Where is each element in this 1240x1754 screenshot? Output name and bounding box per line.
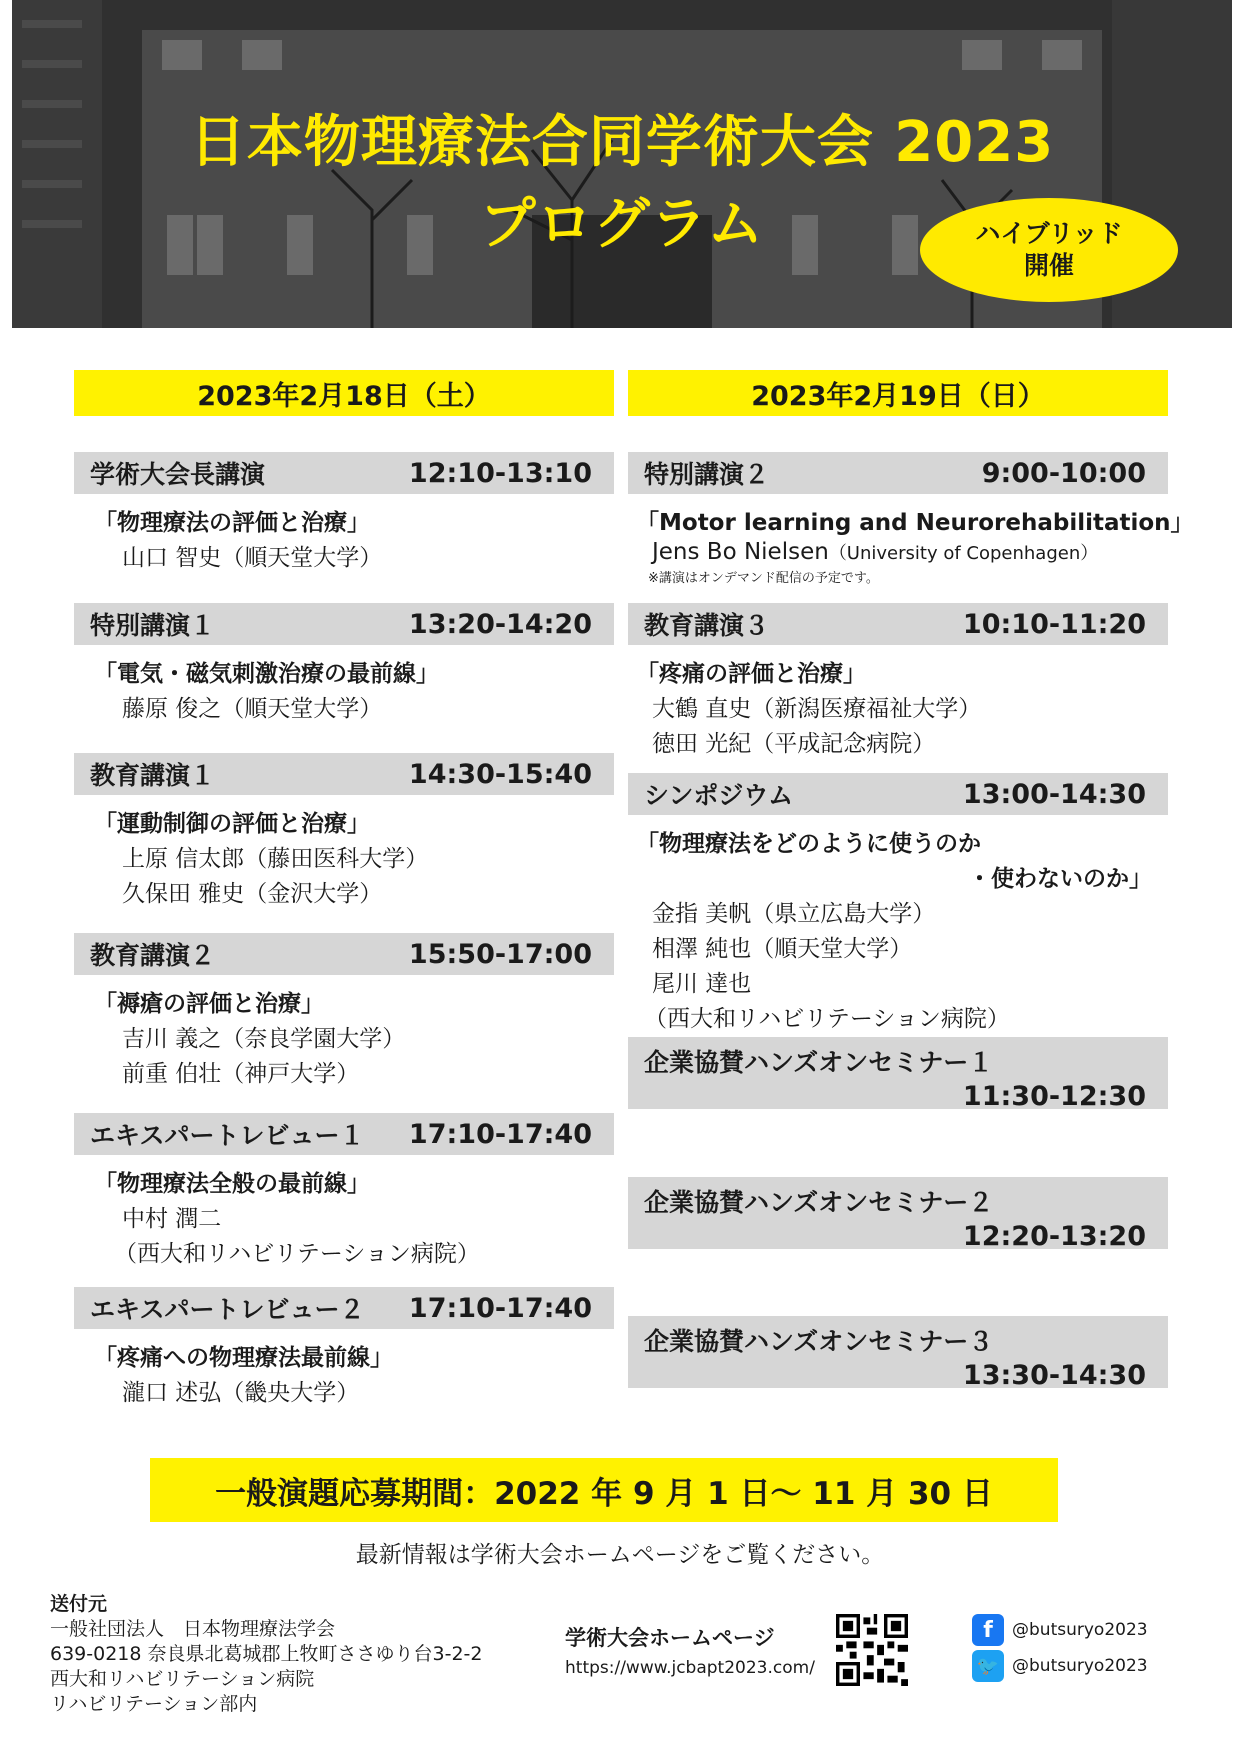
- session-name: 企業協賛ハンズオンセミナー３: [644, 1327, 994, 1356]
- twitter-handle: @butsuryo2023: [1012, 1656, 1148, 1676]
- session-time: 12:10-13:10: [408, 457, 592, 489]
- session-bar: [628, 773, 1168, 815]
- session-topic: 「疼痛への物理療法最前線」: [94, 1345, 393, 1371]
- event-title: 日本物理療法合同学術大会 2023: [189, 110, 1055, 175]
- session-education-2: [74, 933, 614, 1088]
- session-special-2: [628, 452, 1194, 586]
- session-bar: [628, 1177, 1168, 1252]
- speaker: 上原 信太郎（藤田医科大学）: [122, 846, 429, 872]
- sender-line: 西大和リハビリテーション病院: [50, 1668, 315, 1690]
- session-time: 17:10-17:40: [408, 1292, 592, 1324]
- session-topic-continued: ・使わないのか」: [968, 866, 1152, 892]
- session-topic: 「褥瘡の評価と治療」: [94, 991, 324, 1017]
- session-bar: [74, 452, 614, 494]
- session-bar: [628, 452, 1168, 494]
- speaker: 久保田 雅史（金沢大学）: [122, 881, 383, 907]
- badge-line2: 開催: [1023, 251, 1074, 280]
- application-period: 一般演題応募期間：2022 年 9 月 1 日～ 11 月 30 日: [150, 1458, 1058, 1522]
- homepage-label: 学術大会ホームページ: [565, 1626, 775, 1650]
- session-topic: 「電気・磁気刺激治療の最前線」: [94, 661, 439, 687]
- speaker: 尾川 達也: [652, 971, 752, 997]
- session-education-1: [74, 753, 614, 908]
- session-time: 17:10-17:40: [408, 1118, 592, 1150]
- session-name: 企業協賛ハンズオンセミナー２: [644, 1188, 994, 1217]
- session-topic: 「疼痛の評価と治療」: [636, 661, 866, 687]
- session-time: 9:00-10:00: [981, 457, 1146, 489]
- facebook-link[interactable]: [972, 1614, 1148, 1646]
- session-name: 特別講演２: [644, 460, 770, 489]
- session-name: 学術大会長講演: [90, 460, 266, 489]
- program-title: プログラム: [479, 192, 765, 257]
- session-time: 12:20-13:20: [962, 1221, 1146, 1252]
- sender-line: 一般社団法人 日本物理療法学会: [50, 1618, 336, 1640]
- speaker-name: Jens Bo Nielsen: [652, 539, 829, 565]
- speaker: 徳田 光紀（平成記念病院）: [652, 731, 936, 757]
- speaker: 相澤 純也（順天堂大学）: [652, 936, 913, 962]
- session-name: 教育講演３: [644, 611, 770, 640]
- day1-header: 2023年2月18日（土）: [74, 370, 614, 416]
- session-time: 13:20-14:20: [408, 608, 592, 640]
- speaker: 山口 智史（順天堂大学）: [122, 545, 383, 571]
- badge-line1: ハイブリッド: [975, 219, 1123, 248]
- on-demand-note: ※講演はオンデマンド配信の予定です。: [648, 571, 879, 586]
- session-bar: [628, 1037, 1168, 1112]
- speaker: 中村 潤二: [122, 1206, 222, 1232]
- session-time: 10:10-11:20: [962, 608, 1146, 640]
- session-bar: [74, 1287, 614, 1329]
- speaker-affiliation: （西大和リハビリテーション病院）: [114, 1241, 480, 1267]
- speaker: 藤原 俊之（順天堂大学）: [122, 696, 383, 722]
- sender-line: 639-0218 奈良県北葛城郡上牧町ささゆり台3-2-2: [50, 1643, 483, 1665]
- session-bar: [628, 603, 1168, 645]
- session-symposium: [628, 773, 1168, 1033]
- day2-header: 2023年2月19日（日）: [628, 370, 1168, 416]
- session-topic: 「物理療法の評価と治療」: [94, 510, 370, 536]
- session-education-3: [628, 603, 1168, 758]
- session-time: 11:30-12:30: [962, 1081, 1146, 1112]
- sender-heading: 送付元: [50, 1593, 108, 1615]
- session-topic: 「物理療法をどのように使うのか: [636, 831, 981, 857]
- speaker: [652, 539, 1168, 565]
- speaker-affiliation: （University of Copenhagen）: [828, 543, 1099, 564]
- session-special-1: [74, 603, 614, 723]
- facebook-handle: @butsuryo2023: [1012, 1620, 1148, 1640]
- homepage-url[interactable]: https://www.jcbapt2023.com/: [565, 1658, 815, 1678]
- session-bar: [74, 603, 614, 645]
- qr-code-icon[interactable]: [836, 1614, 908, 1686]
- session-time: 13:00-14:30: [962, 778, 1146, 810]
- session-name: エキスパートレビュー１: [90, 1121, 365, 1150]
- session-seminar-2: [628, 1177, 1168, 1252]
- session-time: 14:30-15:40: [408, 758, 592, 790]
- speaker: 金指 美帆（県立広島大学）: [652, 901, 936, 927]
- speaker: 瀧口 述弘（畿央大学）: [122, 1380, 360, 1406]
- session-name: シンポジウム: [644, 781, 794, 810]
- session-name: 教育講演１: [90, 761, 216, 790]
- speaker: 大鶴 直史（新潟医療福祉大学）: [652, 696, 982, 722]
- session-topic: 「運動制御の評価と治療」: [94, 811, 370, 837]
- speaker: 前重 伯壮（神戸大学）: [122, 1061, 360, 1087]
- facebook-icon: f: [972, 1614, 1004, 1646]
- hero-banner: [12, 0, 1232, 328]
- session-keynote: [74, 452, 614, 572]
- session-name: エキスパートレビュー２: [90, 1295, 365, 1324]
- session-name: 特別講演１: [90, 611, 216, 640]
- latest-info-text: 最新情報は学術大会ホームページをご覧ください。: [355, 1542, 885, 1568]
- session-seminar-1: [628, 1037, 1168, 1112]
- session-name: 教育講演２: [90, 941, 216, 970]
- session-bar: [74, 753, 614, 795]
- session-time: 15:50-17:00: [408, 938, 592, 970]
- speaker: 吉川 義之（奈良学園大学）: [122, 1026, 406, 1052]
- twitter-link[interactable]: [972, 1650, 1148, 1682]
- hybrid-badge: [920, 198, 1178, 302]
- session-topic: 「物理療法全般の最前線」: [94, 1171, 370, 1197]
- session-time: 13:30-14:30: [962, 1360, 1146, 1391]
- session-expert-review-2: [74, 1287, 614, 1407]
- session-name: 企業協賛ハンズオンセミナー１: [644, 1048, 994, 1077]
- sender-line: リハビリテーション部内: [50, 1693, 258, 1715]
- twitter-icon: 🐦: [972, 1650, 1004, 1682]
- session-expert-review-1: [74, 1113, 614, 1268]
- speaker-affiliation: （西大和リハビリテーション病院）: [644, 1006, 1010, 1032]
- session-topic: 「Motor learning and Neurorehabilitation」: [636, 510, 1194, 536]
- session-bar: [74, 933, 614, 975]
- session-bar: [628, 1316, 1168, 1391]
- session-bar: [74, 1113, 614, 1155]
- session-seminar-3: [628, 1316, 1168, 1391]
- sender-block: [50, 1592, 483, 1717]
- homepage-block: [565, 1622, 815, 1678]
